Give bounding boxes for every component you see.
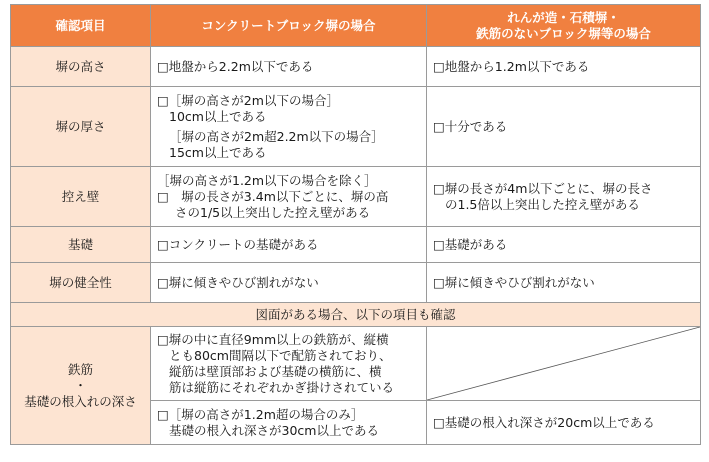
check-other-thickness[interactable]: □十分である — [427, 87, 701, 167]
check-other-foundation[interactable]: □基礎がある — [427, 227, 701, 263]
row-wall-height — [11, 47, 701, 87]
block-buttress-line3: さの1/5以上突出した控え壁がある — [175, 204, 371, 220]
block-thickness-line2: 10cm以上である — [169, 108, 267, 124]
row-wall-thickness — [11, 87, 701, 167]
label-rebar-line1: 鉄筋 — [67, 361, 93, 377]
block-rebar-line2: とも80cm間隔以下で配筋されており、 — [169, 347, 392, 363]
label-rebar-foundation — [11, 327, 151, 445]
header-concrete-block: コンクリートブロック塀の場合 — [151, 5, 427, 47]
other-buttress-line2: の1.5倍以上突出した控え壁がある — [445, 196, 640, 212]
header-brick-stone — [427, 5, 701, 47]
diagonal-slash — [427, 327, 700, 400]
block-wall-checklist-table — [10, 4, 701, 445]
label-wall-height: 塀の高さ — [11, 47, 151, 87]
row-drawing-band — [11, 303, 701, 327]
row-soundness — [11, 263, 701, 303]
other-buttress-line1: □塀の長さが4m以下ごとに、塀の長さ — [433, 180, 653, 196]
label-soundness: 塀の健全性 — [11, 263, 151, 303]
header-brick-line2: 鉄筋のないブロック塀等の場合 — [476, 25, 651, 41]
check-block-height[interactable]: □地盤から2.2m以下である — [151, 47, 427, 87]
label-wall-thickness: 塀の厚さ — [11, 87, 151, 167]
check-block-embedment[interactable] — [151, 401, 427, 445]
drawing-band-note: 図面がある場合、以下の項目も確認 — [11, 303, 701, 327]
block-rebar-line3: 縦筋は壁頂部および基礎の横筋に、横 — [169, 363, 382, 379]
label-foundation: 基礎 — [11, 227, 151, 263]
block-embedment-line1: □［塀の高さが1.2m超の場合のみ］ — [157, 406, 364, 422]
check-other-soundness[interactable]: □塀に傾きやひび割れがない — [427, 263, 701, 303]
block-thickness-line4: 15cm以上である — [169, 144, 267, 160]
header-brick-line1: れんが造・石積塀・ — [507, 9, 620, 25]
check-block-rebar[interactable] — [151, 327, 427, 401]
check-block-foundation[interactable]: □コンクリートの基礎がある — [151, 227, 427, 263]
check-block-buttress[interactable] — [151, 167, 427, 227]
block-rebar-line4: 筋は縦筋にそれぞれかぎ掛けされている — [169, 379, 395, 395]
label-rebar-line2: ・ — [74, 377, 87, 393]
block-rebar-line1: □塀の中に直径9mm以上の鉄筋が、縦横 — [157, 331, 389, 347]
not-applicable-diagonal — [427, 327, 701, 401]
row-rebar — [11, 327, 701, 401]
block-buttress-line1: ［塀の高さが1.2m以下の場合を除く］ — [157, 172, 377, 188]
label-rebar-line3: 基礎の根入れの深さ — [24, 393, 137, 409]
check-other-buttress[interactable] — [427, 167, 701, 227]
header-check-item: 確認項目 — [11, 5, 151, 47]
check-other-embedment[interactable]: □基礎の根入れ深さが20cm以上である — [427, 401, 701, 445]
block-thickness-line1: □［塀の高さが2m以下の場合］ — [157, 92, 339, 108]
block-thickness-line3: ［塀の高さが2m超2.2m以下の場合］ — [169, 128, 384, 144]
row-buttress — [11, 167, 701, 227]
block-embedment-line2: 基礎の根入れ深さが30cm以上である — [169, 422, 379, 438]
check-block-soundness[interactable]: □塀に傾きやひび割れがない — [151, 263, 427, 303]
check-block-thickness[interactable] — [151, 87, 427, 167]
header-row — [11, 5, 701, 47]
row-foundation — [11, 227, 701, 263]
check-other-height[interactable]: □地盤から1.2m以下である — [427, 47, 701, 87]
label-buttress: 控え壁 — [11, 167, 151, 227]
block-buttress-line2: □ 塀の長さが3.4m以下ごとに、塀の高 — [157, 188, 389, 204]
